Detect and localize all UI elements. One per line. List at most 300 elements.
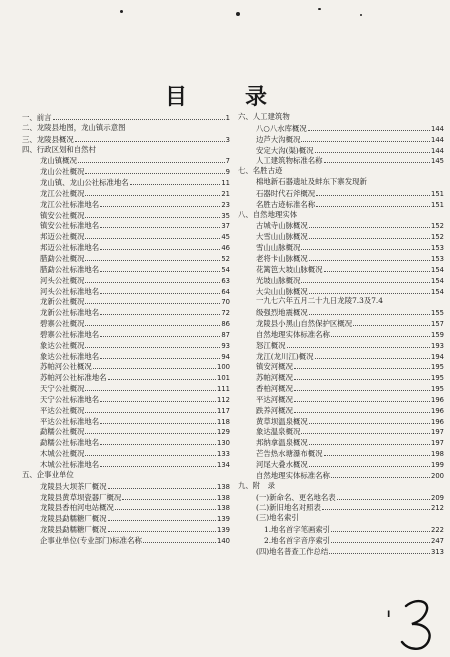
toc-entry-title: 镇安公社标准地名: [40, 221, 100, 231]
toc-leader-dots: [100, 307, 220, 315]
toc-entry: [22, 177, 230, 188]
toc-entry: [22, 426, 230, 437]
toc-entry-page: 7: [225, 157, 230, 166]
toc-entry-title: 八○八水库概况: [256, 123, 307, 133]
toc-entry: [238, 329, 444, 340]
toc-entry-title: 勐糯公社概况: [40, 427, 85, 437]
toc-entry-title: 天宁公社标准地名: [40, 394, 100, 404]
toc-entry: [238, 210, 444, 221]
toc-entry-page: 157: [431, 320, 444, 329]
toc-entry-title: 平达河概况: [256, 394, 293, 404]
toc-entry-title: 香柏河概况: [256, 384, 293, 394]
toc-entry-title: 自然地理实体标准名称: [256, 329, 330, 339]
toc-entry-title: 花篱笆大坡山脉概况: [256, 264, 323, 274]
toc-leader-dots: [100, 199, 220, 207]
toc-entry: [238, 318, 444, 329]
toc-leader-dots: [331, 470, 430, 478]
toc-entry: [22, 253, 230, 264]
toc-entry-title: 木城公社概况: [40, 449, 85, 459]
toc-entry-title: 九、附 录: [238, 480, 275, 490]
toc-entry-page: 195: [431, 363, 444, 372]
toc-entry: [238, 492, 444, 503]
toc-entry: [238, 372, 444, 383]
toc-entry-page: 196: [431, 417, 444, 426]
toc-entry-title: 河头公社概况: [40, 275, 85, 285]
toc-entry-page: 46: [221, 244, 230, 253]
toc-entry-page: 129: [217, 428, 230, 437]
toc-entry-page: 100: [217, 363, 230, 372]
toc-leader-dots: [301, 426, 430, 434]
toc-entry-title: 一、前言: [22, 113, 52, 122]
toc-entry-page: 196: [431, 406, 444, 415]
toc-entry-title: 光坡山脉概况: [256, 275, 301, 285]
toc-entry: [238, 253, 444, 264]
toc-entry-page: 118: [217, 417, 230, 426]
toc-entry-page: 151: [431, 189, 444, 198]
toc-entry-title: 名胜古迹标准名称: [256, 199, 316, 209]
toc-leader-dots: [329, 546, 430, 554]
toc-entry-page: 63: [221, 276, 230, 285]
toc-entry: [22, 199, 230, 210]
toc-leader-dots: [301, 275, 430, 283]
page-title: 目 录: [164, 84, 285, 110]
toc-entry-page: 196: [431, 395, 444, 404]
toc-leader-dots: [53, 112, 225, 120]
toc-entry-title: 黄草坝温泉概况: [256, 416, 308, 426]
toc-entry-title: 天宁公社概况: [40, 384, 85, 394]
toc-leader-dots: [130, 177, 221, 185]
toc-entry-title: 苏帕河公社标准地名: [40, 373, 107, 383]
toc-entry: [238, 524, 444, 535]
toc-entry-page: 155: [431, 309, 444, 318]
toc-entry-title: 龙新公社概况: [40, 297, 85, 307]
toc-leader-dots: [309, 459, 430, 467]
toc-entry-page: 193: [431, 341, 444, 350]
toc-entry-title: 镇安公社概况: [40, 210, 85, 220]
toc-entry-title: 镇安河概况: [256, 362, 293, 372]
toc-entry: [22, 524, 230, 535]
toc-entry-page: 152: [431, 222, 444, 231]
toc-entry-page: 197: [431, 428, 444, 437]
toc-leader-dots: [316, 188, 430, 196]
toc-leader-dots: [122, 492, 216, 500]
toc-entry-page: 11: [221, 179, 230, 188]
toc-entry: [22, 275, 230, 286]
toc-entry: [22, 437, 230, 448]
toc-entry-page: 94: [221, 352, 230, 361]
toc-entry-title: 龙陵县勐糯糖厂概况: [40, 525, 107, 535]
toc-entry-page: 117: [217, 406, 230, 415]
toc-entry: [22, 329, 230, 340]
toc-entry-title: 一九七六年五月二十九日龙陵7.3及7.4: [256, 296, 383, 306]
toc-entry-page: 195: [431, 385, 444, 394]
toc-entry: [238, 416, 444, 427]
toc-entry-page: 144: [431, 146, 444, 155]
toc-entry: [238, 177, 444, 188]
toc-leader-dots: [85, 448, 216, 456]
toc-entry: [22, 405, 230, 416]
toc-entry: [22, 394, 230, 405]
toc-entry: [238, 145, 444, 156]
toc-entry-title: 古城寺山脉概况: [256, 221, 308, 231]
toc-entry-page: 144: [431, 135, 444, 144]
toc-entry-title: 五、企事业单位: [22, 469, 74, 479]
scan-speck: [236, 12, 240, 16]
toc-entry-title: 龙山镇、龙山公社标准地名: [40, 178, 129, 188]
toc-leader-dots: [85, 231, 220, 239]
toc-entry-title: 老将卡山脉概况: [256, 253, 308, 263]
toc-leader-dots: [78, 155, 225, 163]
toc-entry-title: 大尖山山脉概况: [256, 286, 308, 296]
toc-entry: [22, 112, 230, 123]
toc-leader-dots: [100, 416, 216, 424]
toc-leader-dots: [309, 437, 430, 445]
toc-entry-page: 200: [431, 471, 444, 480]
toc-leader-dots: [331, 535, 430, 543]
toc-entry-title: 六、人工建筑物: [238, 112, 290, 121]
toc-entry: [22, 296, 230, 307]
toc-entry-title: 河头公社标准地名: [40, 286, 100, 296]
toc-entry-title: 怒江概况: [256, 340, 286, 350]
toc-entry-title: 龙陵县勐糯糖厂概况: [40, 514, 107, 524]
toc-entry: [22, 416, 230, 427]
toc-entry-title: 腊勐公社概况: [40, 253, 85, 263]
toc-right-column: [238, 112, 444, 557]
toc-entry-title: 龙陵县香柏河电站概况: [40, 503, 114, 513]
toc-entry-title: 象达公社概况: [40, 340, 85, 350]
toc-entry: [22, 361, 230, 372]
toc-entry-page: 101: [217, 374, 230, 383]
toc-leader-dots: [100, 242, 220, 250]
toc-leader-dots: [294, 372, 430, 380]
scan-speck: [120, 10, 123, 13]
toc-leader-dots: [308, 123, 430, 131]
toc-entry: [238, 383, 444, 394]
toc-entry: [238, 134, 444, 145]
toc-leader-dots: [85, 210, 220, 218]
toc-leader-dots: [100, 459, 216, 467]
toc-entry-title: 企事业单位(专业部门)标准名称: [40, 535, 142, 545]
toc-leader-dots: [115, 502, 216, 510]
toc-entry-page: 138: [217, 504, 230, 513]
toc-entry-title: 人工建筑物标准名称: [256, 156, 323, 166]
toc-entry-title: 自然地理实体标准名称: [256, 470, 330, 480]
toc-entry: [22, 123, 230, 134]
toc-entry: [22, 264, 230, 275]
toc-entry: [22, 340, 230, 351]
toc-entry-page: 64: [221, 287, 230, 296]
toc-entry-title: 龙陵县小黑山自然保护区概况: [256, 319, 353, 329]
toc-leader-dots: [85, 253, 220, 261]
toc-entry-page: 153: [431, 254, 444, 263]
toc-entry: [22, 351, 230, 362]
toc-entry: [22, 155, 230, 166]
toc-entry-page: 3: [225, 135, 230, 144]
toc-entry-title: 二、龙陵县地图，龙山镇示意图: [22, 122, 126, 132]
toc-entry: [238, 296, 444, 307]
toc-leader-dots: [353, 318, 430, 326]
toc-entry: [22, 220, 230, 231]
toc-leader-dots: [100, 264, 220, 272]
toc-leader-dots: [100, 220, 220, 228]
toc-leader-dots: [100, 286, 220, 294]
toc-entry-title: 平达公社标准地名: [40, 416, 100, 426]
toc-leader-dots: [100, 437, 216, 445]
toc-entry: [22, 188, 230, 199]
toc-entry-page: 153: [431, 244, 444, 253]
handwritten-number-mark: [398, 596, 438, 652]
toc-leader-dots: [100, 394, 216, 402]
toc-entry-title: 龙江公社标准地名: [40, 199, 100, 209]
toc-entry: [22, 502, 230, 513]
page-number: I: [387, 610, 391, 620]
toc-leader-dots: [294, 361, 430, 369]
toc-entry-title: 平达公社概况: [40, 405, 85, 415]
toc-entry-title: 大雪山山脉概况: [256, 232, 308, 242]
toc-entry-page: 1: [225, 114, 230, 122]
toc-entry-title: 龙新公社标准地名: [40, 308, 100, 318]
toc-entry-title: (一)新命名、更名地名表: [256, 492, 336, 502]
toc-entry: [238, 264, 444, 275]
toc-leader-dots: [93, 361, 216, 369]
toc-entry: [22, 448, 230, 459]
toc-entry-page: 195: [431, 374, 444, 383]
toc-entry-title: 棉地新石器遗址及蚌东下寨发现新: [256, 177, 367, 187]
toc-entry: [22, 470, 230, 481]
toc-entry-title: 象达公社标准地名: [40, 351, 100, 361]
toc-entry-page: 70: [221, 298, 230, 307]
toc-leader-dots: [294, 394, 430, 402]
toc-entry-page: 138: [217, 482, 230, 491]
toc-leader-dots: [85, 166, 224, 174]
toc-leader-dots: [108, 372, 216, 380]
toc-leader-dots: [301, 134, 430, 142]
toc-entry-page: 93: [221, 341, 230, 350]
toc-entry-title: 2.地名首字音序索引: [264, 535, 331, 545]
toc-leader-dots: [287, 340, 430, 348]
toc-entry-title: (三)地名索引: [256, 513, 299, 523]
toc-leader-dots: [85, 405, 216, 413]
toc-entry: [22, 372, 230, 383]
toc-entry: [22, 242, 230, 253]
toc-entry: [238, 188, 444, 199]
toc-entry-title: 安定大沟(渠)概况: [256, 145, 314, 155]
toc-entry-page: 139: [217, 526, 230, 535]
toc-entry: [238, 307, 444, 318]
toc-leader-dots: [108, 481, 216, 489]
toc-entry: [238, 231, 444, 242]
toc-entry-title: 龙江公社概况: [40, 188, 85, 198]
toc-leader-dots: [85, 426, 216, 434]
toc-entry: [22, 318, 230, 329]
toc-entry-page: 111: [217, 385, 230, 394]
toc-leader-dots: [309, 231, 430, 239]
toc-entry-title: 苏帕河公社概况: [40, 362, 92, 372]
toc-leader-dots: [85, 188, 220, 196]
toc-entry-title: (二)新旧地名对照表: [256, 503, 321, 513]
toc-entry-title: 三、龙陵县概况: [22, 134, 74, 144]
toc-leader-dots: [309, 307, 430, 315]
toc-entry-title: 芒告热水塘瀑布概况: [256, 449, 323, 459]
toc-entry: [238, 502, 444, 513]
toc-entry-page: 194: [431, 352, 444, 361]
toc-leader-dots: [315, 145, 431, 153]
toc-entry-title: 1.地名首字笔画索引: [264, 525, 331, 535]
toc-entry-page: 9: [225, 168, 230, 177]
toc-entry-page: 21: [221, 189, 230, 198]
toc-entry: [238, 361, 444, 372]
toc-entry-title: (四)地名普查工作总结: [256, 546, 329, 556]
toc-entry-page: 139: [217, 515, 230, 524]
toc-leader-dots: [331, 524, 430, 532]
toc-leader-dots: [324, 155, 430, 163]
toc-entry: [22, 459, 230, 470]
toc-entry-title: 腊勐公社标准地名: [40, 264, 100, 274]
toc-leader-dots: [316, 199, 430, 207]
toc-entry: [238, 199, 444, 210]
toc-entry-title: 碧寨公社概况: [40, 319, 85, 329]
toc-entry-page: 86: [221, 320, 230, 329]
toc-entry-title: 跌养河概况: [256, 405, 293, 415]
toc-entry: [22, 513, 230, 524]
toc-leader-dots: [85, 383, 216, 391]
toc-entry-page: 209: [431, 493, 444, 502]
toc-leader-dots: [100, 329, 220, 337]
toc-left-column: [22, 112, 230, 546]
toc-entry-page: 222: [431, 526, 444, 535]
toc-entry-title: 邦迈公社概况: [40, 232, 85, 242]
toc-entry-title: 龙江(龙川江)概况: [256, 351, 314, 361]
toc-entry: [238, 166, 444, 177]
toc-entry: [238, 535, 444, 546]
toc-leader-dots: [75, 134, 225, 142]
toc-entry-page: 145: [431, 157, 444, 166]
toc-entry: [238, 275, 444, 286]
toc-entry: [238, 220, 444, 231]
toc-entry: [22, 231, 230, 242]
toc-entry: [238, 459, 444, 470]
toc-leader-dots: [85, 318, 220, 326]
toc-entry-page: 140: [217, 536, 230, 545]
toc-entry-page: 198: [431, 450, 444, 459]
toc-entry: [238, 155, 444, 166]
toc-leader-dots: [324, 448, 430, 456]
toc-entry-title: 八、自然地理实体: [238, 209, 298, 219]
toc-leader-dots: [108, 513, 216, 521]
toc-entry-page: 112: [217, 395, 230, 404]
toc-entry-page: 52: [221, 254, 230, 263]
toc-entry-page: 154: [431, 265, 444, 274]
toc-entry: [22, 286, 230, 297]
toc-entry: [238, 448, 444, 459]
toc-entry: [22, 307, 230, 318]
toc-leader-dots: [309, 220, 430, 228]
toc-entry-page: 72: [221, 309, 230, 318]
toc-entry-title: 龙陵县黄草坝瓷器厂概况: [40, 492, 122, 502]
toc-leader-dots: [301, 242, 430, 250]
toc-leader-dots: [294, 405, 430, 413]
toc-leader-dots: [337, 492, 430, 500]
toc-leader-dots: [100, 351, 220, 359]
toc-entry-title: 邦纳拿温泉概况: [256, 438, 308, 448]
toc-entry-title: 龙山公社概况: [40, 167, 85, 177]
toc-entry: [22, 383, 230, 394]
toc-entry-page: 130: [217, 439, 230, 448]
toc-entry-page: 87: [221, 330, 230, 339]
toc-entry-title: 河尾大叠水概况: [256, 460, 308, 469]
toc-entry-page: 23: [221, 200, 230, 209]
toc-leader-dots: [309, 253, 430, 261]
toc-entry-title: 四、行政区划和自然村: [22, 144, 96, 154]
toc-entry-page: 154: [431, 276, 444, 285]
toc-leader-dots: [331, 329, 430, 337]
toc-entry-title: 碧寨公社标准地名: [40, 329, 100, 339]
toc-entry-title: 象达温泉概况: [256, 427, 301, 437]
toc-entry-page: 138: [217, 493, 230, 502]
toc-leader-dots: [85, 340, 220, 348]
toc-entry-title: 龙陵县大坝茶厂概况: [40, 481, 107, 491]
toc-entry-page: 37: [221, 222, 230, 231]
toc-entry-page: 133: [217, 450, 230, 459]
toc-entry: [238, 437, 444, 448]
toc-entry-page: 212: [431, 504, 444, 513]
toc-entry: [22, 145, 230, 156]
toc-entry: [238, 426, 444, 437]
scan-speck: [318, 8, 321, 10]
toc-entry-page: 199: [431, 461, 444, 469]
toc-leader-dots: [324, 264, 430, 272]
toc-entry: [22, 481, 230, 492]
toc-entry-page: 45: [221, 233, 230, 242]
toc-entry: [22, 210, 230, 221]
toc-entry-title: 雪山山脉概况: [256, 243, 301, 253]
toc-entry: [238, 470, 444, 481]
toc-entry: [22, 492, 230, 503]
toc-entry-page: 151: [431, 200, 444, 209]
toc-entry-title: 勐糯公社标准地名: [40, 438, 100, 448]
toc-entry-title: 石器时代石斧概况: [256, 188, 316, 198]
toc-entry-page: 54: [221, 265, 230, 274]
toc-entry: [22, 134, 230, 145]
toc-entry-page: 313: [431, 547, 444, 556]
toc-leader-dots: [108, 524, 216, 532]
toc-entry-title: 邦迈公社标准地名: [40, 243, 100, 253]
toc-leader-dots: [315, 351, 431, 359]
toc-entry: [238, 351, 444, 362]
toc-entry: [238, 340, 444, 351]
toc-entry: [238, 405, 444, 416]
toc-entry-page: 152: [431, 233, 444, 242]
toc-entry-page: 35: [221, 211, 230, 220]
toc-leader-dots: [309, 416, 430, 424]
toc-entry-page: 247: [431, 536, 444, 545]
toc-entry: [238, 242, 444, 253]
toc-entry-title: 龙山镇概况: [40, 156, 77, 166]
toc-entry-page: 134: [217, 461, 230, 469]
toc-entry: [22, 166, 230, 177]
toc-entry-title: 边芦大沟概况: [256, 134, 301, 144]
toc-leader-dots: [309, 286, 430, 294]
toc-leader-dots: [294, 383, 430, 391]
toc-entry-page: 197: [431, 439, 444, 448]
toc-entry: [238, 394, 444, 405]
toc-leader-dots: [85, 296, 220, 304]
toc-entry: [238, 513, 444, 524]
toc-entry-title: 七、名胜古迹: [238, 166, 283, 176]
toc-leader-dots: [143, 535, 216, 543]
toc-entry-page: 154: [431, 287, 444, 296]
toc-entry-page: 159: [431, 330, 444, 339]
